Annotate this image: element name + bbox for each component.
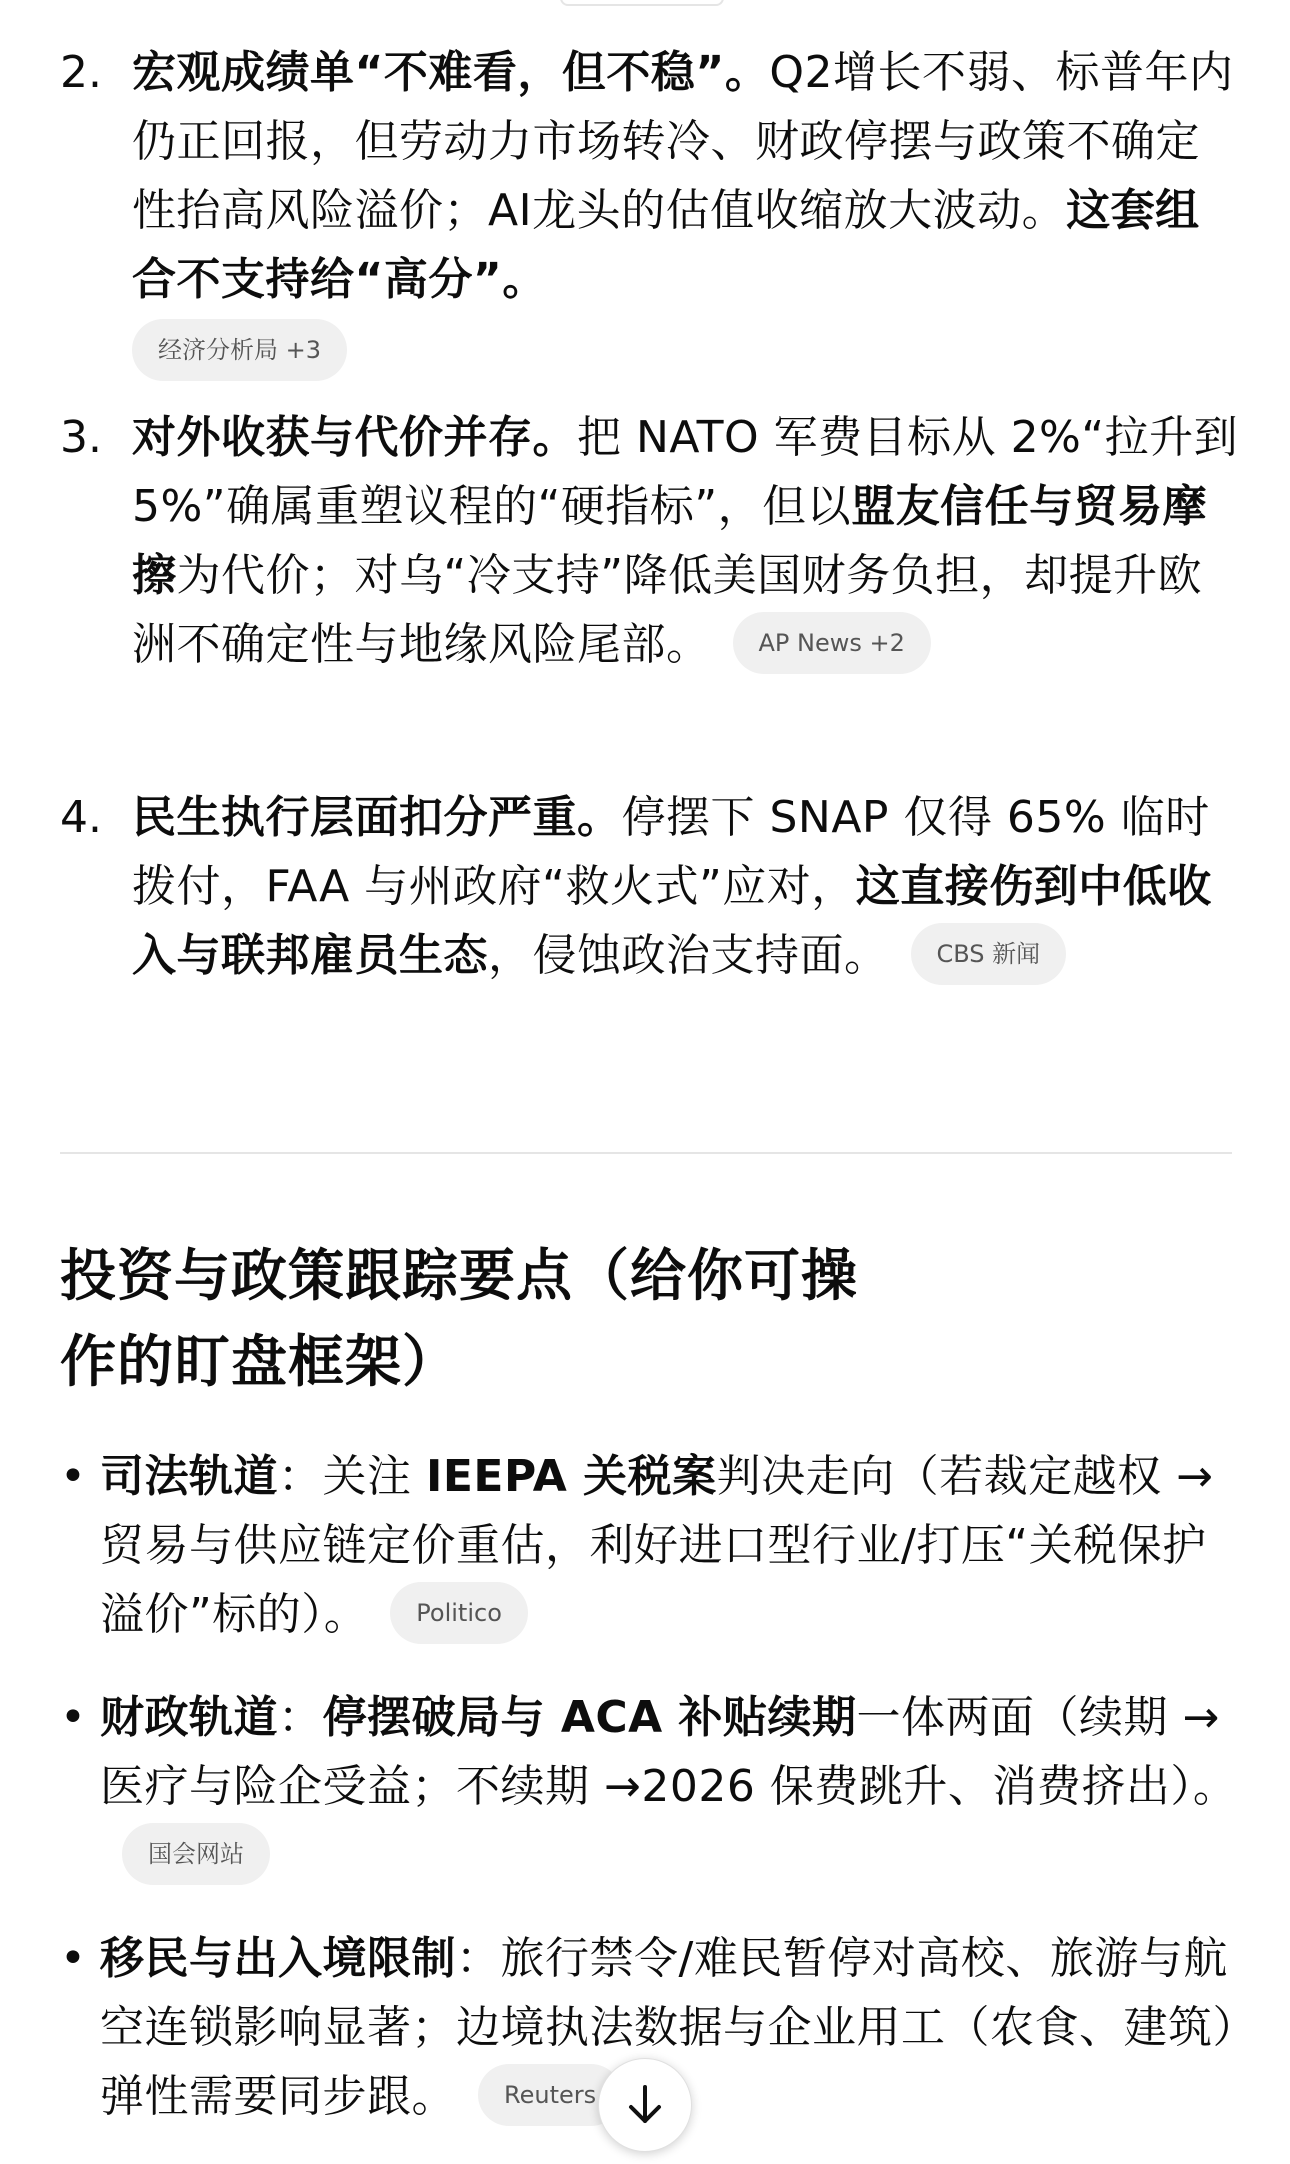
list-item-body-tail: ，侵蚀政治支持面。 xyxy=(488,930,889,981)
arrow-down-icon xyxy=(625,2083,665,2127)
list-item-text xyxy=(132,38,1240,385)
bullet-label: 移民与出入境限制 xyxy=(100,1933,456,1984)
scroll-to-bottom-button[interactable] xyxy=(598,2058,692,2152)
bullet-separator: ： xyxy=(278,1692,323,1743)
list-item-body-tail: 为代价；对乌“冷支持”降低美国财务负担，却提升欧洲不确定性与地缘风险尾部。 xyxy=(132,550,1203,670)
source-chip[interactable]: 经济分析局 +3 xyxy=(132,319,347,381)
list-item-bold-emphasis: 这直接伤到中低收入与联邦雇员生态 xyxy=(132,861,1212,981)
bullet-body: 判决走向（若裁定越权 → 贸易与供应链定价重估，利好进口型行业/打压“关税保护溢价”标的）。 xyxy=(100,1451,1214,1640)
list-item-text xyxy=(132,783,1240,990)
source-chip[interactable]: CBS 新闻 xyxy=(911,923,1067,985)
bullet-label: 财政轨道 xyxy=(100,1692,278,1743)
source-chip[interactable]: 国会网站 xyxy=(122,1823,270,1885)
section-divider xyxy=(60,1152,1232,1154)
list-item-bold-lead: 宏观成绩单“不难看，但不稳”。 xyxy=(132,47,770,98)
list-item-body: 把 NATO 军费目标从 2%“拉升到 5%”确属重塑议程的“硬指标”，但以 xyxy=(132,412,1239,532)
bullet-body: 旅行禁令/难民暂停对高校、旅游与航空连锁影响显著；边境执法数据与企业用工（农食、建筑）弹性需要同步跟。 xyxy=(100,1933,1235,2122)
bullet-text xyxy=(100,1442,1240,1649)
bullet-marker: • xyxy=(60,1451,86,1502)
list-item-body: 停摆下 SNAP 仅得 65% 临时拨付，FAA 与州政府“救火式”应对， xyxy=(132,792,1210,912)
bullet-body: 一体两面（续期 → 医疗与险企受益；不续期 →2026 保费跳升、消费挤出）。 xyxy=(100,1692,1238,1812)
list-number: 2. xyxy=(60,47,102,98)
list-item-bold-conclusion: 这套组合不支持给“高分”。 xyxy=(132,185,1200,305)
source-chip[interactable]: AP News +2 xyxy=(733,612,931,674)
source-chip[interactable]: Politico xyxy=(390,1582,528,1644)
bullet-marker: • xyxy=(60,1692,86,1743)
bullet-label: 司法轨道 xyxy=(100,1451,278,1502)
list-item-text xyxy=(132,403,1240,679)
list-item-bold-lead: 民生执行层面扣分严重。 xyxy=(132,792,622,843)
top-panel-edge xyxy=(560,0,724,6)
source-chip[interactable]: Reuters xyxy=(478,2064,622,2126)
section-heading: 投资与政策跟踪要点（给你可操作的盯盘框架） xyxy=(60,1244,858,1395)
bullet-text xyxy=(100,1683,1240,1890)
list-item-body: Q2增长不弱、标普年内仍正回报，但劳动力市场转冷、财政停摆与政策不确定性抬高风险溢价；AI龙头的估值收缩放大波动。 xyxy=(132,47,1234,236)
bullet-marker: • xyxy=(60,1933,86,1984)
bullet-bold-term: IEEPA 关税案 xyxy=(426,1451,717,1502)
list-item-bold-emphasis: 盟友信任与贸易摩擦 xyxy=(132,481,1208,601)
bullet-separator: ：关注 xyxy=(278,1451,426,1502)
list-number: 3. xyxy=(60,412,102,463)
bullet-separator: ： xyxy=(456,1933,501,1984)
list-number: 4. xyxy=(60,792,102,843)
list-item-bold-lead: 对外收获与代价并存。 xyxy=(132,412,577,463)
bullet-bold-term: 停摆破局与 ACA 补贴续期 xyxy=(322,1692,857,1743)
